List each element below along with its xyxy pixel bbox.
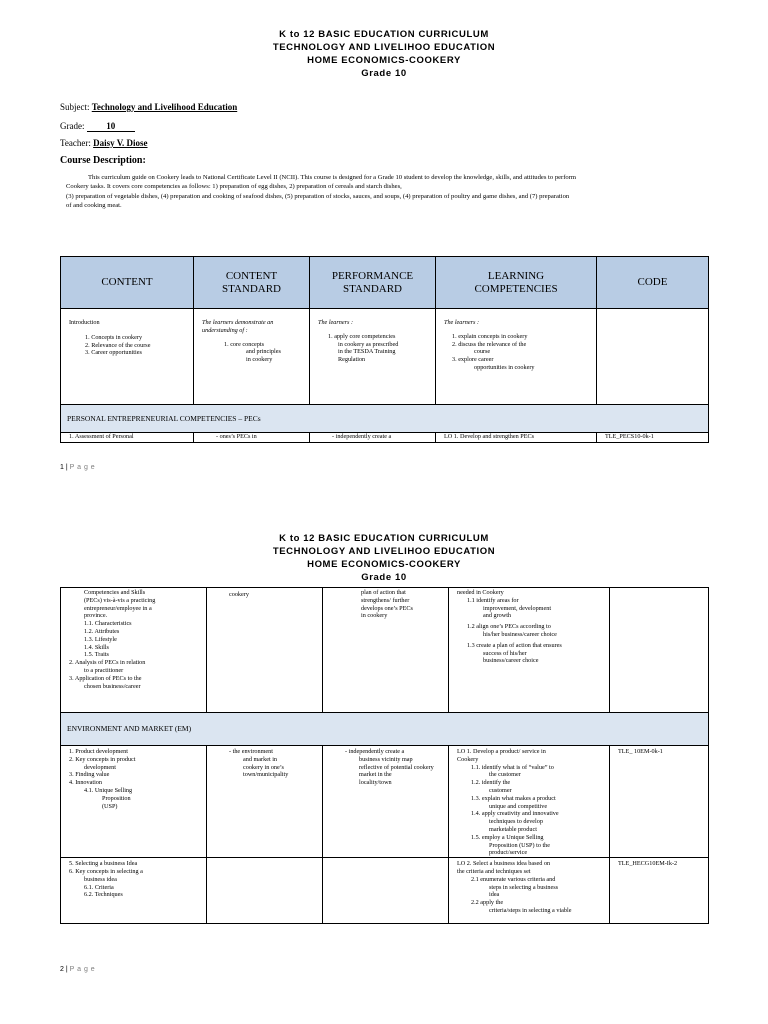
content-line: (PECs) vis-à-vis a practicing (84, 596, 156, 604)
intro-performance-standard-cell (310, 309, 436, 405)
ps-intro: The learners : (318, 319, 354, 326)
subject-value: Technology and Livelihood Education (91, 102, 238, 112)
header-grade: Grade 10 (361, 68, 407, 79)
content-line: 6. Key concepts in selecting a (69, 867, 143, 875)
description-line: of and cooking meat. (66, 201, 122, 209)
ps-line: in cookery (361, 612, 388, 620)
content-line: 3. Finding value (69, 771, 110, 779)
header-grade: Grade 10 (361, 572, 407, 583)
lc-intro: The learners : (444, 319, 480, 326)
lc-item: 3. explore career (452, 356, 494, 364)
header-performance-standard: PERFORMANCE STANDARD (310, 257, 436, 309)
content-line: 5. Selecting a business Idea (69, 860, 138, 868)
intro-content-standard-cell (194, 309, 310, 405)
lc-line: customer (489, 786, 512, 794)
pecs-cont-cs-cell (207, 588, 323, 713)
ps-item: in the TESDA Training (338, 348, 396, 356)
lc-line: 1.3 create a plan of action that ensures (467, 641, 562, 649)
ps-line: locality/town (359, 779, 392, 787)
em-content-cell (61, 746, 207, 858)
lc-line: unique and competitive (489, 802, 548, 810)
lc-line: 2.1 enumerate various criteria and (471, 875, 556, 883)
header-content: CONTENT (61, 257, 194, 309)
intro-learning-competencies-cell (436, 309, 597, 405)
header-title: K to 12 BASIC EDUCATION CURRICULUM (279, 533, 489, 544)
grade-number: 10 (106, 121, 116, 131)
content-line: 1. Product development (69, 748, 128, 755)
grade-line (60, 121, 135, 132)
content-line: chosen business/career (84, 682, 141, 690)
page2-header (0, 532, 768, 584)
ps-line: develops one’s PECs (361, 604, 413, 612)
lc-line: his/her business/career choice (483, 630, 557, 638)
ps-item: in cookery as prescribed (338, 340, 399, 348)
pecs-cont-content-cell (61, 588, 207, 713)
header-course: HOME ECONOMICS-COOKERY (307, 55, 461, 66)
header-subject: TECHNOLOGY AND LIVELIHOO EDUCATION (272, 42, 496, 53)
selecting-ps-cell (323, 858, 449, 924)
content-line: 2. Key concepts in product (69, 755, 136, 763)
ps-line: - independently create a (345, 748, 405, 755)
lc-line: the customer (489, 771, 521, 779)
content-line: 4.1. Unique Selling (84, 786, 133, 794)
teacher-value: Daisy V. Diose (93, 138, 148, 148)
lc-line: LO 2. Select a business idea based on (457, 860, 551, 868)
intro-content-cell (61, 309, 194, 405)
lc-line: 2.2 apply the (471, 899, 504, 907)
content-line: 1.3. Lifestyle (84, 635, 117, 643)
page-number-2: 2 | P a g e (60, 966, 96, 973)
content-line: Competencies and Skills (84, 589, 146, 596)
intro-code-cell (597, 309, 709, 405)
pecs-cont-ps-cell (323, 588, 449, 713)
subject-label: Subject: (60, 102, 90, 112)
content-line: (USP) (102, 802, 118, 810)
content-line: entrepreneur/employee in a (84, 604, 152, 612)
lc-line: and growth (483, 612, 512, 620)
intro-item: 1. Concepts in cookery (85, 333, 143, 341)
content-line: business idea (84, 875, 117, 883)
header-title: K to 12 BASIC EDUCATION CURRICULUM (279, 29, 489, 40)
pecs-content-cell: 1. Assessment of Personal (61, 433, 194, 443)
lc-line: improvement, development (483, 604, 552, 612)
content-line: 4. Innovation (69, 779, 102, 787)
ps-line: strengthens/ further (361, 596, 410, 604)
lc-line: 1.5. employ a Unique Selling (471, 833, 544, 841)
selecting-lc-cell (449, 858, 610, 924)
lc-line: 1.2 align one’s PECs according to (467, 623, 551, 631)
teacher-label: Teacher: (60, 138, 91, 148)
header-subject: TECHNOLOGY AND LIVELIHOO EDUCATION (272, 546, 496, 557)
cs-line: and market in (243, 755, 278, 763)
content-line: development (84, 763, 116, 771)
cs-item: in cookery (246, 356, 273, 364)
lc-line: 1.1. identify what is of “value” to (471, 763, 554, 771)
lc-line: 1.1 identify areas for (467, 596, 519, 604)
lc-line: needed in Cookery (457, 589, 504, 596)
header-course: HOME ECONOMICS-COOKERY (307, 559, 461, 570)
grade-value (87, 121, 135, 132)
curriculum-table-page1 (60, 256, 709, 443)
ps-line: business vicinity map (359, 755, 413, 763)
content-line: 3. Application of PECs to the (69, 674, 142, 682)
lc-line: product/service (489, 849, 528, 857)
cs-item: 1. core concepts (224, 340, 265, 348)
lc-line: LO 1. Develop a product/ service in (457, 748, 546, 755)
pecs-ps-cell: - independently create a (310, 433, 436, 443)
lc-line: business/career choice (483, 657, 539, 665)
pecs-code-cell: TLE_PECS10-0k-1 (597, 433, 709, 443)
em-band: ENVIRONMENT AND MARKET (EM) (61, 713, 709, 746)
pecs-cont-code-cell (610, 588, 709, 713)
description-line: This curriculum guide on Cookery leads to National Certificate Level II (NCII). This course is designed for a Grade 10 student to develop the knowledge, skills, and attitudes to perform (88, 174, 577, 181)
lc-line: criteria/steps in selecting a viable (489, 906, 572, 914)
lc-line: idea (489, 891, 500, 899)
content-line: 1.2. Attributes (84, 627, 120, 635)
content-line: 1.5. Traits (84, 651, 109, 659)
content-line: 6.2. Techniques (84, 891, 123, 899)
lc-line: marketable product (489, 825, 537, 833)
intro-item: 3. Career opportunities (85, 349, 142, 357)
lc-line: 1.3. explain what makes a product (471, 794, 556, 802)
page1-header (0, 28, 768, 80)
em-ps-cell (323, 746, 449, 858)
content-line: province. (84, 612, 108, 620)
selecting-content-cell (61, 858, 207, 924)
content-line: 6.1. Criteria (84, 883, 114, 891)
description-line: (3) preparation of vegetable dishes, (4) preparation and cooking of seafood dishes, (5) preparation of stocks, sauces, and soups, (4) preparation of poultry and game dishes, and (7) preparation (66, 192, 570, 200)
cs-line: cookery (229, 591, 249, 598)
em-code-cell: TLE_ 10EM-0k-1 (610, 746, 709, 858)
lc-line: techniques to develop (489, 818, 543, 826)
cs-item: and principles (246, 348, 281, 356)
lc-line: Cookery (457, 755, 479, 763)
lc-item: 2. discuss the relevance of the (452, 340, 527, 348)
teacher-line (60, 138, 148, 148)
curriculum-table-page2 (60, 587, 709, 924)
intro-item: 2. Relevance of the course (85, 341, 151, 349)
page-number-1: 1 | P a g e (60, 464, 96, 471)
pecs-band: PERSONAL ENTREPRENEURIAL COMPETENCIES – PECs (61, 405, 709, 433)
content-line: Proposition (102, 794, 131, 802)
lc-item: course (474, 348, 491, 356)
ps-line: plan of action that (361, 589, 406, 596)
header-learning-competencies: LEARNING COMPETENCIES (436, 257, 597, 309)
lc-line: 1.2. identify the (471, 779, 511, 787)
selecting-cs-cell (207, 858, 323, 924)
lc-item: opportunities in cookery (474, 363, 535, 371)
cs-line: town/municipality (243, 771, 289, 779)
course-description-label: Course Description: (60, 155, 146, 166)
subject-line (60, 102, 237, 112)
selecting-code-cell: TLE_HECG10EM-Ik-2 (610, 858, 709, 924)
header-content-standard: CONTENT STANDARD (194, 257, 310, 309)
ps-item: Regulation (338, 356, 366, 364)
ps-line: reflective of potential cookery (359, 763, 434, 771)
content-line: 1.4. Skills (84, 643, 109, 651)
course-description (66, 173, 698, 210)
content-line: 1.1. Characteristics (84, 620, 132, 628)
lc-item: 1. explain concepts in cookery (452, 332, 528, 340)
lc-line: the criteria and techniques set (457, 867, 531, 875)
cs-intro: The learners demonstrate an understanding of : (202, 319, 274, 334)
em-cs-cell (207, 746, 323, 858)
description-line: Cookery tasks. It covers core competencies as follows: 1) preparation of egg dishes, 2) preparation of cereals and starch dishes, (66, 183, 402, 191)
lc-line: 1.4. apply creativity and innovative (471, 810, 559, 818)
em-lc-cell (449, 746, 610, 858)
content-line: 2. Analysis of PECs in relation (69, 659, 146, 667)
intro-title: Introduction (69, 319, 100, 326)
pecs-cs-cell: - ones’s PECs in (194, 433, 310, 443)
cs-line: - the environment (229, 748, 273, 755)
lc-line: Proposition (USP) to the (489, 841, 551, 849)
lc-line: success of his/her (483, 649, 527, 657)
content-line: to a practitioner (84, 666, 124, 674)
ps-item: 1. apply core competencies (328, 332, 396, 340)
ps-line: market in the (359, 771, 392, 779)
lc-line: steps in selecting a business (489, 883, 559, 891)
cs-line: cookery in one’s (243, 763, 284, 771)
grade-label: Grade: (60, 121, 85, 131)
pecs-cont-lc-cell (449, 588, 610, 713)
header-code: CODE (597, 257, 709, 309)
pecs-lc-cell: LO 1. Develop and strengthen PECs (436, 433, 597, 443)
